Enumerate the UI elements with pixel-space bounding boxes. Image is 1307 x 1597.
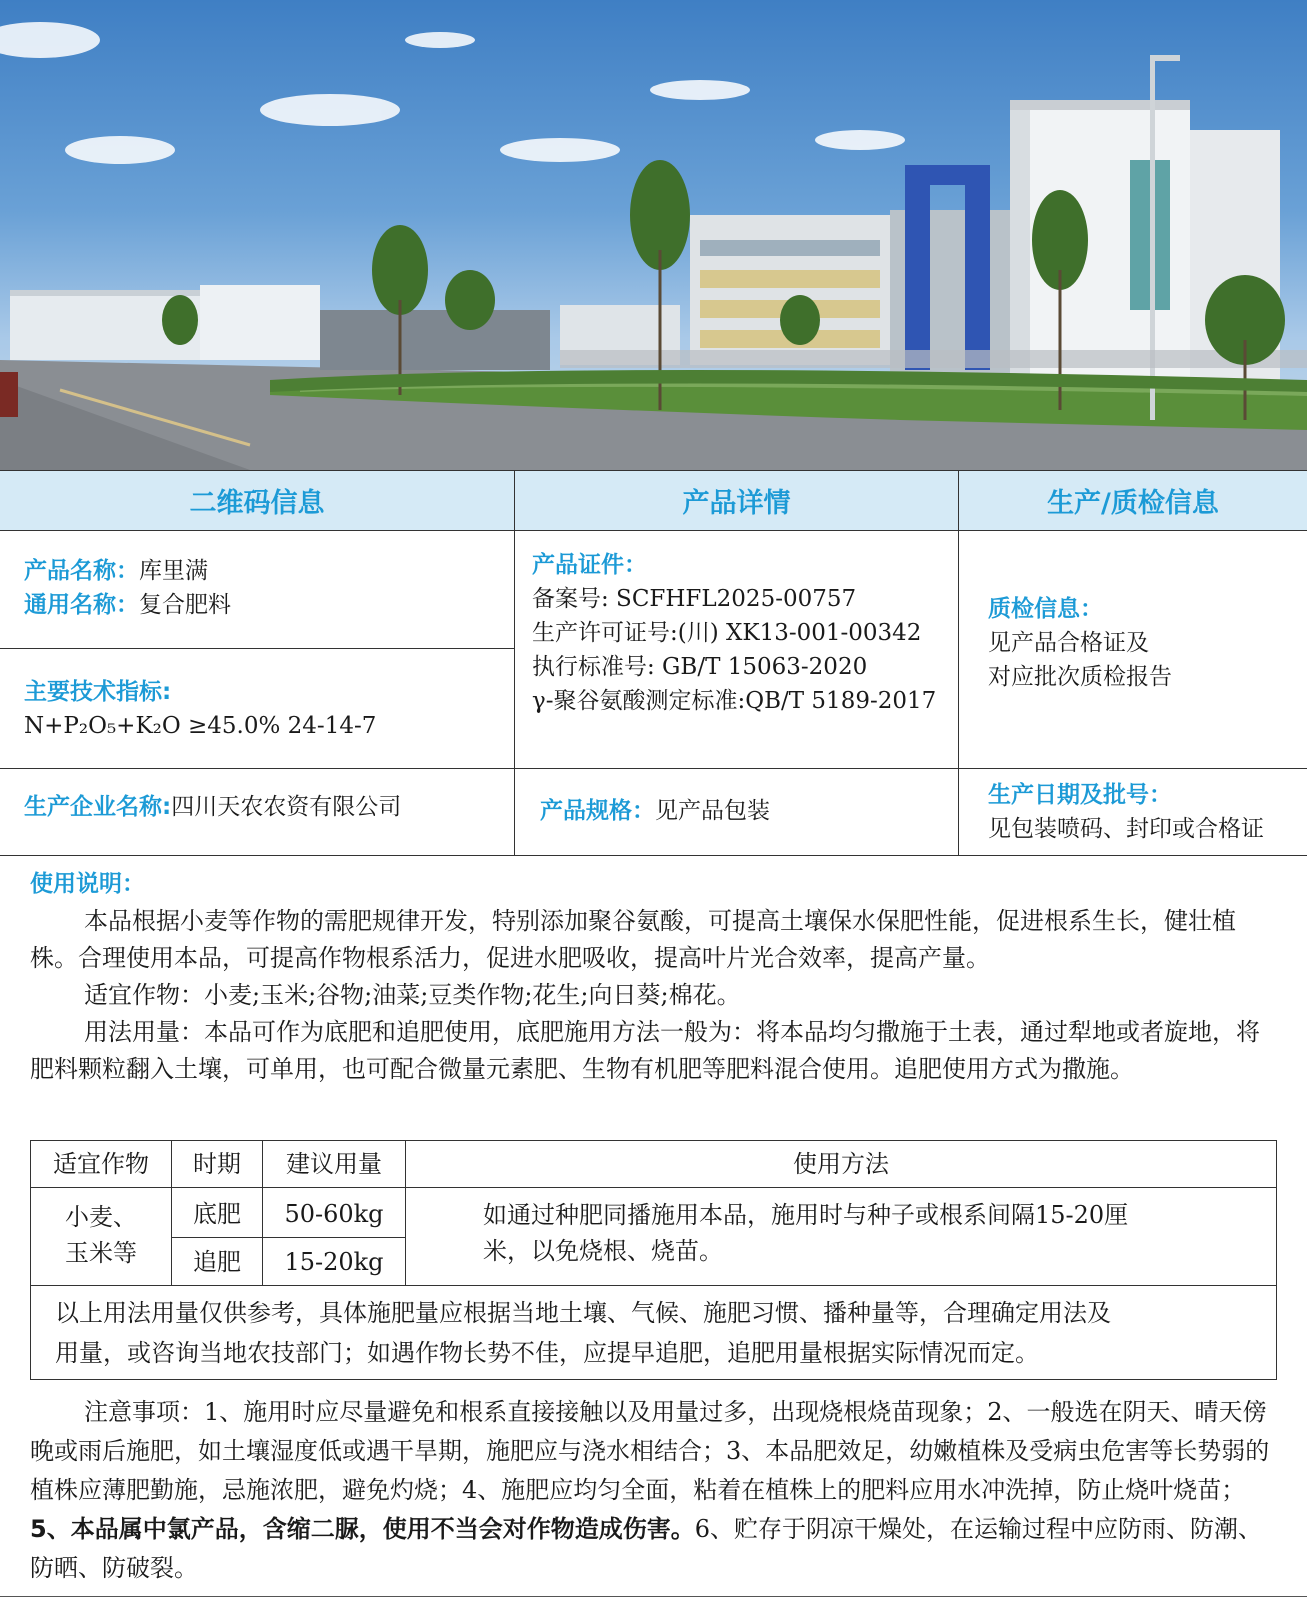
usage-instructions [30,865,1280,1088]
production-license: 生产许可证号:(川) XK13-001-00342 [532,620,922,646]
info-grid [0,470,1307,855]
dosage-table [30,1140,1277,1380]
company-label: 生产企业名称: [24,794,172,820]
product-name-label: 产品名称： [24,558,139,584]
crop-line-1: 小麦、 [65,1203,137,1231]
dosage-note [55,1293,1270,1373]
usage-title: 使用说明： [30,871,145,897]
company-row [24,790,504,824]
header-production-quality: 生产/质检信息 [959,470,1307,531]
record-number: 备案号: SCFHFL2025-00757 [532,586,857,612]
grid-left-split [0,648,514,649]
production-date-block [988,778,1304,846]
period-base: 底肥 [193,1200,241,1228]
dosage-header-line [31,1187,1276,1188]
gamma-pga-standard: γ-聚谷氨酸测定标准:QB/T 5189-2017 [532,688,937,714]
factory-scene [0,0,1307,470]
production-date-label: 生产日期及批号： [988,782,1172,808]
amount-base: 50-60kg [284,1200,384,1228]
tech-spec-block [24,675,504,743]
common-name-label: 通用名称： [24,592,139,618]
spec-label: 产品规格： [540,798,655,824]
method-line-2: 米，以免烧根、烧苗。 [483,1237,723,1265]
precautions-part-2: 6、贮存于阴凉干燥处，在运输过程中应防雨、防潮、防晒、防破裂。 [30,1515,1262,1582]
precautions [30,1393,1280,1588]
quality-line-1: 见产品合格证及 [988,630,1149,656]
execution-standard: 执行标准号: GB/T 15063-2020 [532,654,868,680]
grid-divider-2 [958,470,959,855]
certificates-label: 产品证件： [532,552,647,578]
tech-spec-value: N+P₂O₅+K₂O ≥45.0% 24-14-7 [24,713,377,739]
spec-row [540,794,950,828]
amount-topdress: 15-20kg [284,1248,384,1276]
header-qr-info: 二维码信息 [0,470,514,531]
product-name-row [24,554,504,588]
crop-cell [31,1199,171,1271]
company-value: 四川天农农资有限公司 [171,794,402,820]
grid-row-split [0,768,1307,769]
usage-paragraph-2: 适宜作物：小麦;玉米;谷物;油菜;豆类作物;花生;向日葵;棉花。 [84,981,741,1009]
grid-top-line [0,470,1307,471]
quality-block [988,592,1298,694]
common-name-row [24,588,504,622]
grid-divider-1 [514,470,515,855]
method-line-1: 如通过种肥同播施用本品，施用时与种子或根系间隔15-20厘 [483,1201,1129,1229]
usage-paragraph-3: 用法用量：本品可作为底肥和追肥使用，底肥施用方法一般为：将本品均匀撒施于土表，通过犁地或者旋地，将肥料颗粒翻入土壤，可单用，也可配合微量元素肥、生物有机肥等肥料混合使用。追肥使用方式为撒施。 [30,1018,1260,1083]
product-name-value: 库里满 [139,558,208,584]
factory-photo [0,0,1307,470]
precautions-paragraph [30,1393,1280,1588]
header-product-detail: 产品详情 [515,470,958,531]
crop-line-2: 玉米等 [65,1239,137,1267]
grid-bottom-line [0,855,1307,856]
dosage-note-line-2: 用量，或咨询当地农技部门；如遇作物长势不佳，应提早追肥，追肥用量根据实际情况而定。 [55,1339,1039,1367]
col-header-amount: 建议用量 [286,1150,382,1178]
tech-spec-label: 主要技术指标: [24,679,172,705]
spec-value: 见产品包装 [655,798,770,824]
common-name-value: 复合肥料 [139,592,231,618]
precautions-warning: 5、本品属中氯产品，含缩二脲，使用不当会对作物造成伤害。 [30,1515,695,1543]
quality-label: 质检信息： [988,596,1103,622]
usage-paragraph-1: 本品根据小麦等作物的需肥规律开发，特别添加聚谷氨酸，可提高土壤保水保肥性能，促进根系生长，健壮植株。合理使用本品，可提高作物根系活力，促进水肥吸收，提高叶片光合效率，提高产量。 [30,907,1236,972]
production-date-value: 见包装喷码、封印或合格证 [988,816,1264,842]
dosage-mid-line [171,1237,405,1238]
quality-line-2: 对应批次质检报告 [988,664,1172,690]
period-topdress: 追肥 [193,1248,241,1276]
dosage-note-line [31,1285,1276,1286]
dosage-note-line-1: 以上用法用量仅供参考，具体施肥量应根据当地土壤、气候、施肥习惯、播种量等，合理确定用法及 [55,1299,1111,1327]
method-cell [483,1197,1273,1269]
col-header-period: 时期 [193,1150,241,1178]
clouds [0,22,905,164]
certificates-block [532,548,952,718]
precautions-part-1: 注意事项：1、施用时应尽量避免和根系直接接触以及用量过多，出现烧根烧苗现象；2、一般选在阴天、晴天傍晚或雨后施肥，如土壤湿度低或遇干旱期，施肥应与浇水相结合；3、本品肥效足，幼嫩植株及受病虫危害等长势弱的植株应薄肥勤施，忌施浓肥，避免灼烧；4、施肥应均匀全面，粘着在植株上的肥料应用水冲洗掉，防止烧叶烧苗； [30,1398,1270,1504]
col-header-crop: 适宜作物 [53,1150,149,1178]
col-header-method: 使用方法 [793,1150,889,1178]
